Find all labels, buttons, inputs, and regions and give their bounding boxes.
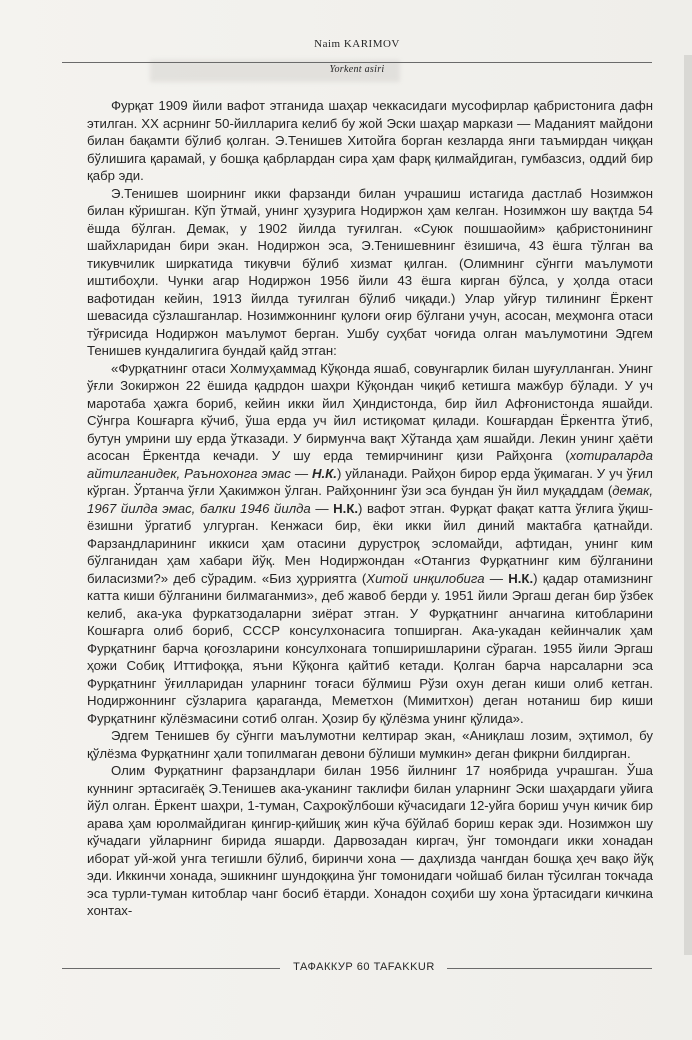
text-run: Н.К.: [333, 500, 359, 516]
paragraph: [87, 762, 653, 920]
header-rule: [62, 62, 652, 63]
page-edge-shadow: [684, 55, 692, 955]
text-run: Н.К.: [508, 570, 534, 586]
footer-rule-left: [62, 968, 280, 969]
header-subtitle: Yorkent asiri: [329, 64, 385, 75]
text-run: Эдгем Тенишев бу сўнгги маълумотни келтирар экан, «Аниқлаш лозим, эҳтимол, бу қўлёзма Фурқатнинг ҳали топилмаган девони бўлиши мумкин» деган фикрни билдирган.: [87, 728, 653, 761]
text-run: ) вафот этган. Фурқат фақат катта ўғлига ўқиш-ёзишни ўргатиб улгурган. Кенжаси бир, ёки икки йил диний мактабга қатнайди. Фарзандларининг иккиси ҳам отасини дурустроқ эсломайди, афтидан, унинг ким бўлганидан ҳам хабари йўқ. Мен Нодиржондан «Отангиз Фурқатнинг ким бўлганини биласизми?» деб сўрадим. «Биз ҳурриятга (: [87, 500, 653, 586]
text-run: Э.Тенишев шоирнинг икки фарзанди билан учрашиш истагида дастлаб Нозимжон билан кўришган. Кўп ўтмай, унинг ҳузурига Нодиржон ҳам келган. Нозимжон шу вақтда 54 ёшда бўлган. Демак, у 1902 йилда туғилган. «Суюк пошшаойим» қабристонининг шайхларидан бири экан. Нодиржон эса, Э.Тенишевнинг ёзишича, 43 ёшга тўлган ва тикувчилик ширкатида тикувчи бўлиб хизмат қилган. (Олимнинг сўнгги маълумоти иштибоҳли. Чунки агар Нодиржон 1956 йили 43 ёшга кирган бўлса, у ҳолда отаси вафотидан кейин, 1913 йилда туғилган бўлиб чиқади.) Улар уйғур тилининг Ёркент шевасида сўзлашганлар. Нозимжоннинг қулоғи оғир бўлгани учун, асосан, меҳмонга отаси тўғрисида Нодиржон маълумот берган. Ушбу суҳбат чоғида олган маълумотини Эдгем Тенишев кундалигига бундай қайд этган:: [87, 185, 653, 358]
text-run: ) қадар отамизнинг катта киши бўлганини билмаганмиз», деб жавоб берди у. 1951 йили Эргаш деган бир ўзбек келиб, ака-ука фуркатзодаларни зиёрат этган. У Фурқатнинг анчагина китобларини Кошғарга олиб бориб, СССР консулхонасига топширган. Ака-укадан кейинчалик ҳам Фурқатнинг барча қоғозларини консулхонага топширишларини сўраган. 1955 йили Эргаш ҳожи Собиқ Иттифоққа, яъни Кўқонга қайтиб кетади. Қолган барча нарсаларни эса Фурқатнинг ўғилларидан уларнинг тоғаси бўлмиш Рўзи охун деган киши олиб кетган. Нодиржоннинг сўзларига қараганда, Меметхон (Мимитхон) деган нотаниш бир киши Фурқатнинг кўлёзмасини сотиб олган. Ҳозир бу қўлёзма унинг қўлида».: [87, 570, 653, 726]
page-footer: [62, 961, 652, 975]
text-run: Фурқат 1909 йили вафот этганида шаҳар чеккасидаги мусофирлар қабристонига дафн этилган. XX асрнинг 50-йилларига келиб бу жой Эски шаҳар маркази — Маданият майдони билан бақамти бўлиб қолган. Э.Тенишев Хитойга борган кезларда янги таъмирдан чиққан бўлишига қарамай, у бошқа қабрлардан сира ҳам фарқ қилмайдиган, гумбазсиз, оддий бир қабр эди.: [87, 98, 653, 183]
paragraph: [87, 97, 653, 185]
text-run: «Фурқатнинг отаси Холмуҳаммад Кўқонда яшаб, совунгарлик билан шуғулланган. Унинг ўғли Зокиржон 22 ёшида қадрдон шаҳри Кўқондан чиқиб кетишга мажбур бўлади. У уч маротаба ҳажга бориб, кейин икки йил Ҳиндистонда, бир йил Афғонистонда яшайди. Сўнгра Кошғарга кўчиб, ўша ерда уч йил истиқомат қилади. Кошғардан Ёркентга ўтиб, бутун умрини шу ерда ўтказади. У бирмунча вақт Хўтанда ҳам яшайди. Лекин унинг ҳаёти асосан Ёркентда кечади. У шу ерда темирчининг қизи Райҳонга (: [87, 360, 653, 463]
text-run: Н.К.: [311, 465, 337, 481]
running-header: [62, 34, 652, 52]
header-author: Naim KARIMOV: [314, 38, 400, 50]
footer-rule-right: [447, 968, 652, 969]
paragraph: [87, 360, 653, 728]
body-text: [87, 97, 653, 920]
paragraph: [87, 185, 653, 360]
text-run: демак, 1967 йилда эмас, балки 1946 йилда —: [87, 483, 653, 516]
text-run: хотираларда айтилганидек, Раънохонга эмас —: [87, 448, 653, 481]
text-run: Олим Фурқатнинг фарзандлари билан 1956 йилнинг 17 ноябрида учрашган. Ўша куннинг эртасигаёқ Э.Тенишев ака-уканинг таклифи билан уларнинг Эски шаҳардаги уйига йўл олган. Ёркент шаҳри, 1-туман, Саҳрокўлбоши кўчасидаги 12-уйга бориш учун кичик бир арава ҳам юролмайдиган қингир-қийшиқ жин кўча бўйлаб бориш керак эди. Нозимжон шу кўчадаги уйларнинг бирида яшарди. Дарвозадан киргач, ўнг томондаги икки хонадан иборат уй-жой унга тегишли бўлиб, биринчи хона — даҳлизда чангдан бошқа ҳеч вақо йўқ эди. Иккинчи хонада, эшикнинг шундоққина ўнг томонидаги чойшаб билан тўсилган токчада эса турли-туман китоблар чанг босиб ётарди. Хонадон соҳиби шу хона ўртасидаги кичкина хонтах-: [87, 763, 653, 918]
paragraph: [87, 727, 653, 762]
text-run: ) уйланади. Райҳон бирор ерда ўқимаган. У уч ўғил кўрган. Ўртанча ўғли Ҳакимжон ўлган. Райҳоннинг ўзи эса бундан ўн йил муқаддам (: [87, 465, 653, 498]
footer-text: ТАФАККУР 60 TAFAKKUR: [293, 961, 435, 973]
text-run: Хитой инқилобига —: [366, 570, 509, 586]
